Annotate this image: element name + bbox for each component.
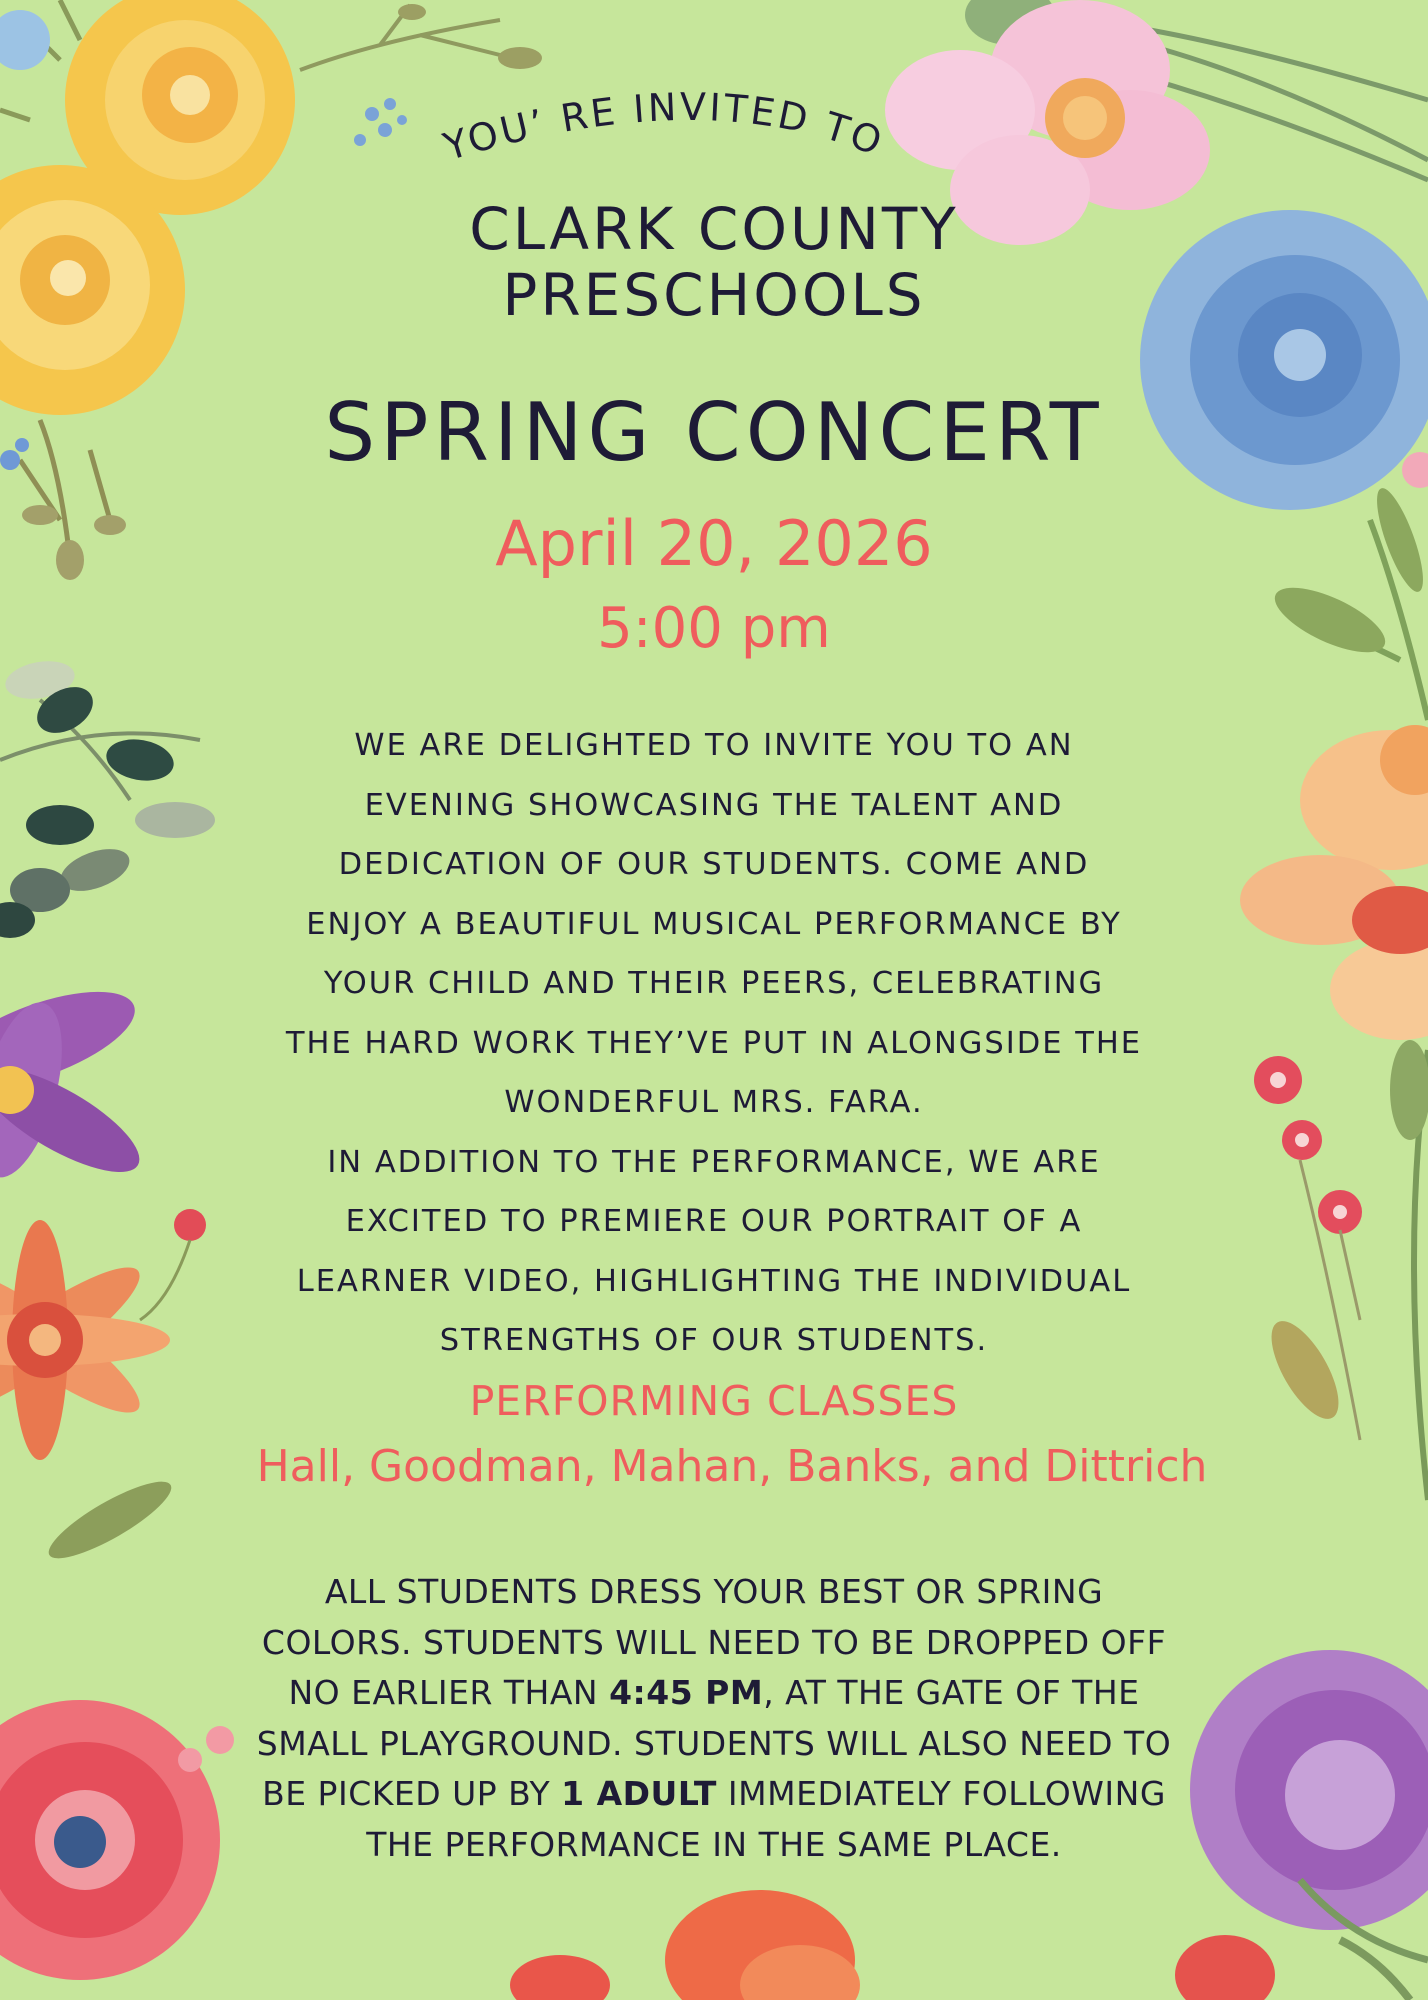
dropoff-instructions (130, 1567, 1298, 1870)
description-line: WONDERFUL MRS. FARA. (504, 1085, 924, 1120)
description-line: EXCITED TO PREMIERE OUR PORTRAIT OF A (345, 1204, 1083, 1239)
organization-line-2: PRESCHOOLS (502, 261, 926, 329)
dark-leaves-icon (0, 656, 215, 938)
instructions-line (130, 1668, 1298, 1719)
purple-daisy-icon (0, 972, 153, 1191)
performing-classes-list: Hall, Goodman, Mahan, Banks, and Dittrich (256, 1441, 1208, 1492)
organization-line-1: CLARK COUNTY (469, 195, 959, 263)
instructions-text: BE PICKED UP BY (262, 1774, 562, 1813)
instructions-line (130, 1769, 1298, 1820)
description-line: EVENING SHOWCASING THE TALENT AND (364, 787, 1064, 823)
orange-daffodil-icon (1240, 725, 1428, 1040)
performing-classes-heading: PERFORMING CLASSES (469, 1377, 959, 1425)
instructions-text: IMMEDIATELY FOLLOWING (716, 1774, 1166, 1813)
dropoff-time: 4:45 PM (609, 1673, 764, 1712)
instructions-line: SMALL PLAYGROUND. STUDENTS WILL ALSO NEED TO (256, 1723, 1172, 1763)
description-line: YOUR CHILD AND THEIR PEERS, CELEBRATING (323, 966, 1105, 1001)
organization-name (0, 196, 1428, 328)
instructions-text: NO EARLIER THAN (288, 1673, 610, 1712)
description-line: LEARNER VIDEO, HIGHLIGHTING THE INDIVIDUAL (296, 1263, 1132, 1299)
description-line: DEDICATION OF OUR STUDENTS. COME AND (338, 847, 1090, 882)
event-description (190, 716, 1238, 1371)
instructions-line: COLORS. STUDENTS WILL NEED TO BE DROPPED OFF (261, 1622, 1167, 1662)
event-title: SPRING CONCERT (324, 386, 1104, 479)
red-blossom-icon (1254, 1040, 1428, 1500)
description-line: STRENGTHS OF OUR STUDENTS. (439, 1323, 989, 1358)
instructions-text: , AT THE GATE OF THE (763, 1673, 1140, 1712)
invitation-preheader: YOU’ RE INVITED TO (438, 84, 891, 170)
event-date: April 20, 2026 (495, 507, 933, 580)
description-line: THE HARD WORK THEY’VE PUT IN ALONGSIDE THE (285, 1025, 1143, 1061)
description-line: IN ADDITION TO THE PERFORMANCE, WE ARE (327, 1144, 1101, 1180)
description-line: WE ARE DELIGHTED TO INVITE YOU TO AN (354, 728, 1074, 763)
pickup-adult-count: 1 ADULT (561, 1774, 717, 1813)
event-time: 5:00 pm (597, 596, 831, 661)
instructions-line: ALL STUDENTS DRESS YOUR BEST OR SPRING (324, 1572, 1104, 1611)
description-line: ENJOY A BEAUTIFUL MUSICAL PERFORMANCE BY (306, 906, 1122, 942)
instructions-line: THE PERFORMANCE IN THE SAME PLACE. (366, 1824, 1062, 1864)
